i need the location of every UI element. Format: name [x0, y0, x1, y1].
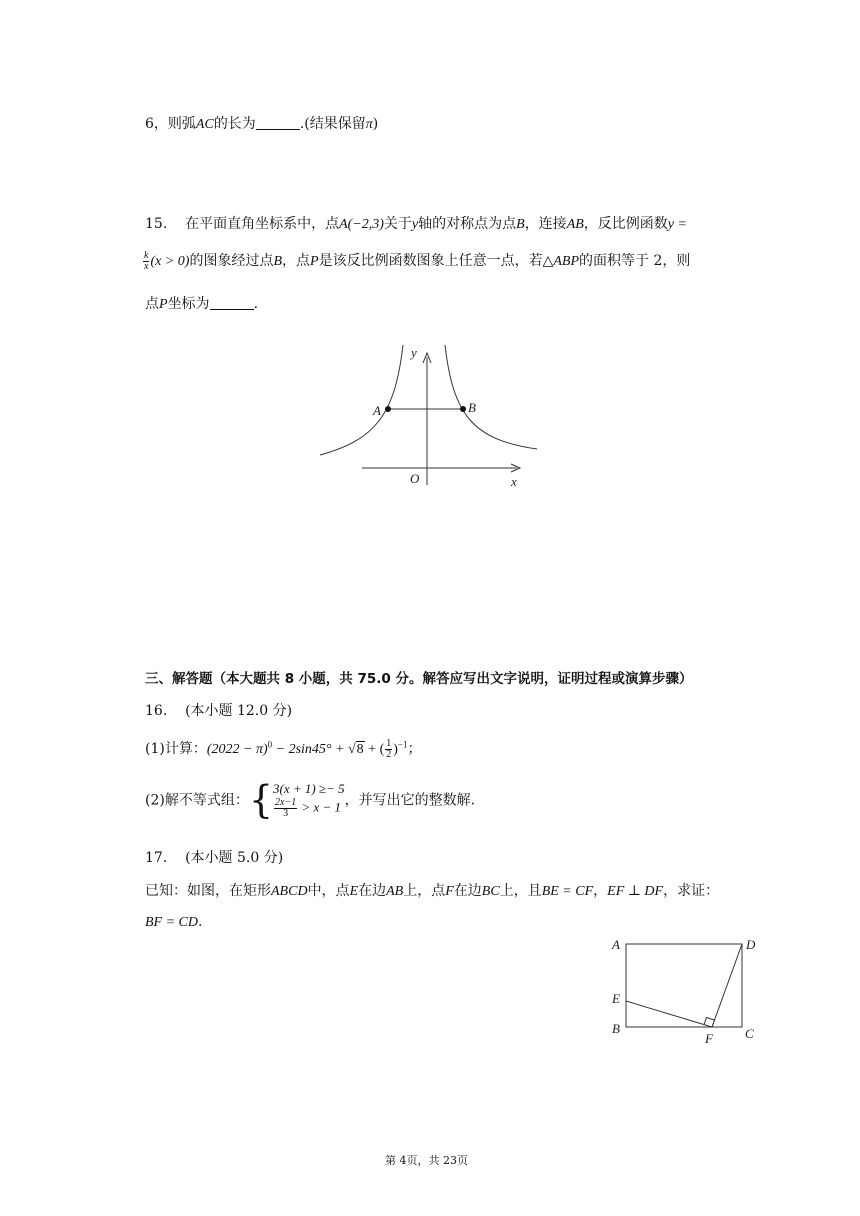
label-A: A [373, 403, 381, 418]
q16-header [145, 700, 292, 720]
label-D: D [746, 937, 756, 952]
score: (本小题 5.0 分) [185, 850, 284, 866]
left-branch-curve [320, 345, 403, 455]
q16-part2: (2)解不等式组：{ 3(x + 1) ≥− 5 $\frac{2x-1}{3}$ > x − 1 ，并写出它的整数解. [145, 777, 476, 822]
score: (本小题 12.0 分) [185, 703, 293, 719]
label-A: A [612, 937, 620, 952]
question-number: 16. [145, 703, 168, 719]
q17-line1: 已知：如图，在矩形ABCD中，点E在边AB上，点F在边BC上，且BE = CF，EF ⊥ DF，求证： [145, 883, 720, 899]
label-B: B [612, 1021, 620, 1036]
label-E: E [612, 991, 620, 1006]
section-heading: 三、解答题（本大题共 8 小题，共 75.0 分。解答应写出文字说明，证明过程或演算步骤） [145, 671, 693, 687]
label-F: F [705, 1031, 713, 1046]
point-B [460, 406, 466, 412]
q15-line3: 点P坐标为 . [145, 296, 259, 312]
label-C: C [745, 1026, 754, 1041]
one-half-fraction: $\frac{1}{2}$ [386, 737, 392, 760]
q17-line2: BF = CD. [145, 914, 203, 930]
label-B: B [468, 400, 476, 415]
question-number: 17. [145, 850, 168, 866]
q14-tail-line: 6，则弧AC的长为 .(结果保留π) [145, 116, 379, 132]
rectangle-ABCD [626, 944, 742, 1027]
page-footer: 第 4页，共 23页 [385, 1154, 468, 1167]
label-x: x [511, 474, 517, 489]
label-y: y [411, 345, 417, 360]
answer-blank [256, 128, 300, 130]
q17-header [145, 847, 283, 867]
right-branch-curve [445, 345, 537, 449]
left-brace: { [248, 777, 274, 822]
label-O: O [410, 471, 420, 486]
q15-graph [315, 345, 545, 495]
segment-DF [712, 944, 742, 1027]
q17-rectangle-figure [605, 935, 765, 1050]
q15-line1: 15. 在平面直角坐标系中，点A(−2,3)关于y轴的对称点为点B，连接AB，反比例函数y = [145, 216, 687, 232]
segment-EF [626, 1001, 712, 1027]
k-over-x-fraction: $\frac{k}{x}$ [144, 249, 149, 272]
point-A [385, 406, 391, 412]
inequality-system: 3(x + 1) ≥− 5 $\frac{2x-1}{3}$ > x − 1 [273, 781, 345, 819]
answer-blank [210, 308, 254, 310]
q16-part1: (1)计算：$(2022 - \pi)^0 - 2\sin 45^\circ + √8$ + ( $\frac{1}{2}$ )$^{-1}$； [145, 737, 422, 760]
question-number: 15. [145, 216, 168, 232]
q15-line2: $\frac{k}{x}$ (x > 0)的图象经过点B，点P是该反比例函数图象上任意一点，若△ABP的面积等于 2，则 [144, 249, 691, 272]
